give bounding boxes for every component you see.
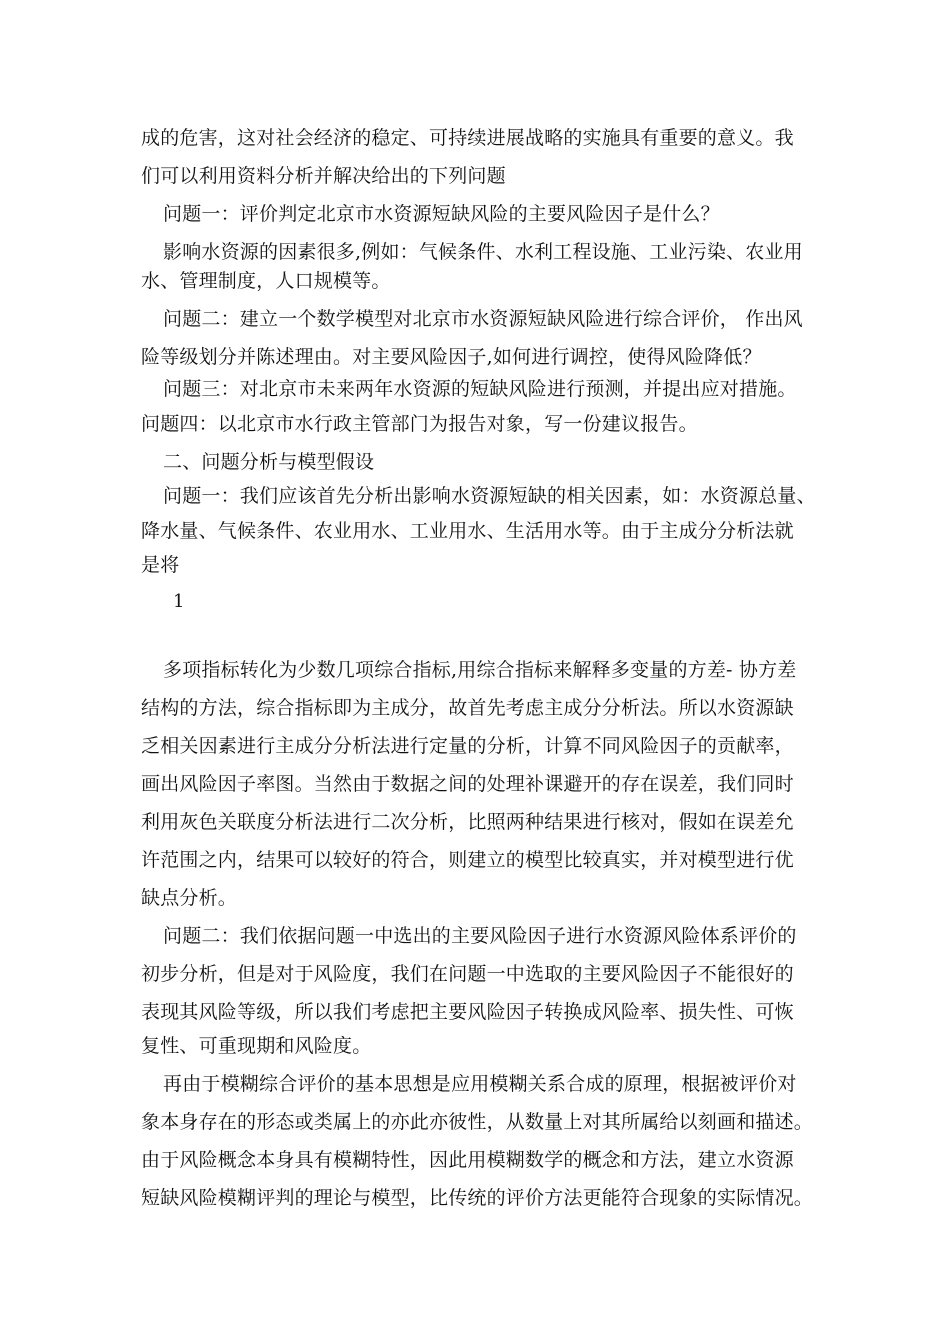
question-3-heading: 问题三：对北京市未来两年水资源的短缺风险进行预测，并提出应对措施。 (163, 378, 797, 400)
paragraph-line: 再由于模糊综合评价的基本思想是应用模糊关系合成的原理，根据被评价对 (163, 1073, 797, 1095)
paragraph-line: 结构的方法，综合指标即为主成分，故首先考虑主成分分析法。所以水资源缺 (141, 697, 794, 719)
page-number: 1 (173, 591, 185, 612)
question-2-heading: 问题二：建立一个数学模型对北京市水资源短缺风险进行综合评价， 作出风 (163, 308, 803, 330)
paragraph-line: 多项指标转化为少数几项综合指标,用综合指标来解释多变量的方差- 协方差 (163, 659, 797, 681)
paragraph-line: 表现其风险等级，所以我们考虑把主要风险因子转换成风险率、损失性、可恢 (141, 1001, 794, 1023)
paragraph-line: 复性、可重现期和风险度。 (141, 1035, 372, 1057)
question-1-heading: 问题一：评价判定北京市水资源短缺风险的主要风险因子是什么？ (163, 203, 720, 225)
section-heading: 二、问题分析与模型假设 (163, 451, 375, 473)
paragraph-line: 险等级划分并陈述理由。对主要风险因子,如何进行调控，使得风险降低？ (141, 346, 762, 368)
paragraph-line: 影响水资源的因素很多,例如：气候条件、水利工程设施、工业污染、农业用 (163, 241, 803, 263)
paragraph-line: 许范围之内，结果可以较好的符合，则建立的模型比较真实，并对模型进行优 (141, 849, 794, 871)
paragraph-line: 问题二：我们依据问题一中选出的主要风险因子进行水资源风险体系评价的 (163, 925, 797, 947)
paragraph-line: 们可以利用资料分析并解决给出的下列问题 (141, 165, 506, 187)
paragraph-line: 降水量、气候条件、农业用水、工业用水、生活用水等。由于主成分分析法就 (141, 520, 794, 542)
paragraph-line: 乏相关因素进行主成分分析法进行定量的分析，计算不同风险因子的贡献率， (141, 735, 794, 757)
paragraph-line: 成的危害，这对社会经济的稳定、可持续进展战略的实施具有重要的意义。我 (141, 127, 794, 149)
paragraph-line: 问题一：我们应该首先分析出影响水资源短缺的相关因素，如：水资源总量、 (163, 485, 816, 507)
paragraph-line: 初步分析，但是对于风险度，我们在问题一中选取的主要风险因子不能很好的 (141, 963, 794, 985)
paragraph-line: 是将 (141, 554, 180, 576)
paragraph-line: 水、管理制度，人口规模等。 (141, 270, 391, 292)
question-4-heading: 问题四：以北京市水行政主管部门为报告对象，写一份建议报告。 (141, 413, 698, 435)
paragraph-line: 短缺风险模糊评判的理论与模型，比传统的评价方法更能符合现象的实际情况。 (141, 1187, 814, 1209)
paragraph-line: 由于风险概念本身具有模糊特性，因此用模糊数学的概念和方法，建立水资源 (141, 1149, 794, 1171)
paragraph-line: 利用灰色关联度分析法进行二次分析，比照两种结果进行核对，假如在误差允 (141, 811, 794, 833)
paragraph-line: 象本身存在的形态或类属上的亦此亦彼性，从数量上对其所属给以刻画和描述。 (141, 1111, 814, 1133)
paragraph-line: 缺点分析。 (141, 887, 238, 909)
paragraph-line: 画出风险因子率图。当然由于数据之间的处理补课避开的存在误差，我们同时 (141, 773, 794, 795)
